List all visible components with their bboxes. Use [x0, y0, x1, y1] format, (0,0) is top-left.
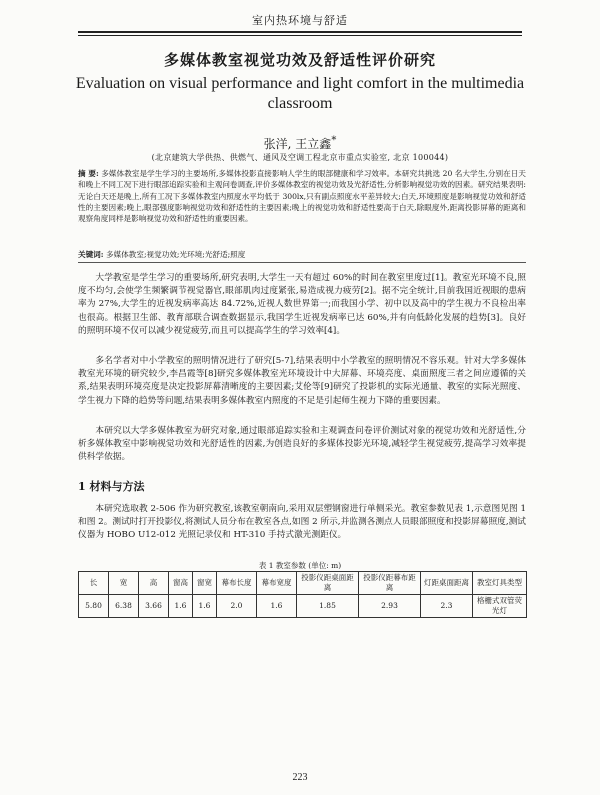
title-english: Evaluation on visual performance and light comfort in the multimedia classroom	[75, 75, 525, 112]
table-cell: 1.6	[193, 595, 217, 618]
abstract	[78, 168, 526, 224]
table-header-cell: 灯距桌面距离	[421, 572, 473, 595]
table-caption: 表 1 教室参数 (单位: m)	[258, 561, 342, 570]
table-cell: 5.80	[79, 595, 109, 618]
table-header-cell: 投影仪距桌面距离	[297, 572, 359, 595]
table-cell: 2.0	[217, 595, 257, 618]
table-header-cell: 教室灯具类型	[473, 572, 527, 595]
keywords	[78, 249, 526, 260]
table-cell: 1.85	[297, 595, 359, 618]
keywords-label: 关键词:	[78, 250, 104, 259]
table-cell: 格栅式双管荧光灯	[473, 595, 527, 618]
page-number: 223	[292, 772, 308, 783]
abstract-label: 摘 要:	[78, 169, 99, 178]
paragraph-text: 多名学者对中小学教室的照明情况进行了研究[5-7],结果表明中小学教室的照明情况不容乐观。针对大学多媒体教室光环境的研究较少,李昌霞等[8]研究多媒体教室光环境设计中大屏幕、环境亮度、桌面照度三者之间应遵循的关系,结果表明环境亮度是决定投影屏幕清晰度的主要因素;艾伦等[9]研究了投影机的实际光通量、教室的实际光照度、学生视力下降的趋势等问题,结果表明多媒体教室内照度的不足是引起师生视力下降的重要因素。	[78, 356, 526, 406]
classroom-parameters-table	[78, 571, 527, 618]
title-chinese: 多媒体教室视觉功效及舒适性评价研究	[163, 51, 436, 69]
table-cell: 6.38	[109, 595, 139, 618]
table-cell: 2.93	[359, 595, 421, 618]
table-header-cell: 幕布长度	[217, 572, 257, 595]
table-cell: 1.6	[257, 595, 297, 618]
affiliation: (北京建筑大学供热、供燃气、通风及空调工程北京市重点实验室, 北京 100044)	[151, 153, 449, 162]
section-heading: 1 材料与方法	[78, 480, 145, 493]
table-cell: 3.66	[139, 595, 169, 618]
abstract-text: 多媒体教室是学生学习的主要场所,多媒体投影直接影响人学生的眼部健康和学习效率。本研究共挑选 20 名大学生,分别在日天和晚上不同工况下进行眼部追踪实验和主观问卷调查,评价多媒体教室的视觉功效及光舒适性,分析影响视觉功效的因素。研究结果表明:无论白天还是晚上,所有工况下多媒体教室内照度水平均低于 300lx,只有副点照度水平差异较大;白天,环境照度是影响视觉功效和舒适性的主要因素;晚上,眼部强度影响视觉功效和舒适性的主要因素;晚上的视觉功效和舒适性要高于白天,除眼度外,距离投影屏幕的距离和观察角度同样是影响视觉功效和舒适性的重要因素。	[78, 169, 526, 224]
running-head: 室内热环境与舒适	[78, 12, 522, 33]
table-header-cell: 高	[139, 572, 169, 595]
divider	[78, 262, 526, 263]
author-mark: *	[331, 135, 337, 146]
table-header-cell: 窗高	[169, 572, 193, 595]
paragraph-text: 本研究选取教 2-506 作为研究教室,该教室朝南向,采用双层塑钢窗进行单侧采光。教室参数见表 1,示意图见图 1 和图 2。测试时打开投影仪,将测试人员分布在教室各点,如图 2 所示,并监测各测点人员眼部照度和投影屏幕照度,测试仪器为 HOBO U12-012 光照记录仪和 HT-310 手持式激光测距仪。	[78, 504, 526, 541]
table-header-row	[79, 572, 527, 595]
keywords-text: 多媒体教室;视觉功效;光环境;光舒适;照度	[106, 250, 246, 259]
paragraph-text: 大学教室是学生学习的重要场所,研究表明,大学生一天有超过 60%的时间在教室里度过[1]。教室光环境不良,照度不均匀,会使学生频繁调节视觉器官,眼部肌肉过度紧张,易造成视力疲劳[2]。据不完全统计,目前我国近视眼的患病率为 27%,大学生的近视发病率高达 84.72%,近视人数世界第一;而我国小学、初中以及高中的学生视力不良检出率也很高。根据卫生部、教育部联合调查数据显示,我国学生近视发病率已达 60%,并有向低龄化发展的趋势[3]。良好的照明环境不仅可以减少视觉疲劳,而且可以提高学生的学习效率[4]。	[78, 273, 526, 336]
body-paragraph	[78, 272, 526, 338]
table-header-cell: 长	[79, 572, 109, 595]
table-header-cell: 窗宽	[193, 572, 217, 595]
body-paragraph	[78, 355, 526, 408]
authors	[150, 135, 450, 152]
table-cell: 2.3	[421, 595, 473, 618]
table-header-cell: 幕布宽度	[257, 572, 297, 595]
author-names: 张洋, 王立鑫	[263, 137, 332, 151]
body-paragraph	[78, 503, 526, 543]
table-header-cell: 投影仪距幕布距离	[359, 572, 421, 595]
paragraph-text: 本研究以大学多媒体教室为研究对象,通过眼部追踪实验和主观调查问卷评价测试对象的视觉功效和光舒适性,分析多媒体教室中影响视觉功效和光舒适性的因素,为创造良好的多媒体投影光环境,减轻学生视觉疲劳,提高学习效率提供科学依据。	[78, 426, 526, 463]
table-header-cell: 宽	[109, 572, 139, 595]
table-row	[79, 595, 527, 618]
body-paragraph	[78, 425, 526, 465]
table-cell: 1.6	[169, 595, 193, 618]
